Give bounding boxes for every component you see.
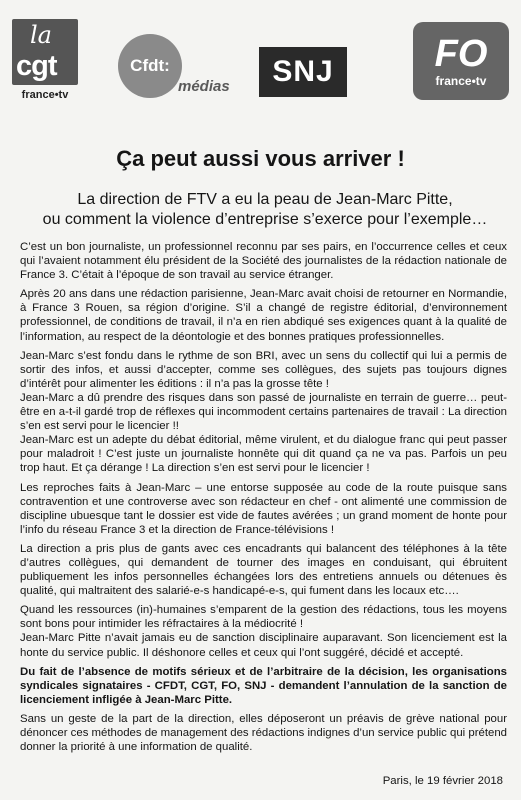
signature-date: Paris, le 19 février 2018 bbox=[382, 775, 503, 787]
paragraph-11: Sans un geste de la part de la direction, elles déposeront un préavis de grève national pour dénoncer ces méthodes de management des rédactions indignes d’un service public qui prétend donner la priorité à une information de qualité. bbox=[20, 712, 507, 754]
cgt-logo-mark bbox=[12, 19, 78, 85]
paragraph-4: Jean-Marc a dû prendre des risques dans son passé de journaliste en terrain de guerre… peut-être en a-t-il gardé trop de réflexes qui incommodent certains partenaires de travail : La direction s’en est servi pour le licencier !! bbox=[20, 391, 507, 433]
snj-logo-text: SNJ bbox=[272, 55, 334, 88]
subtitle bbox=[30, 190, 500, 230]
paragraph-3: Jean-Marc s’est fondu dans le rythme de son BRI, avec un sens du collectif qui lui a permis de sortir des infos, et aussi d’accepter, comme ses collègues, des sujets pas toujours dignes d’intérêt pour alimenter les éditions : il n’a pas la grosse tête ! bbox=[20, 349, 507, 390]
cfdt-logo-sub: médias bbox=[178, 78, 230, 95]
cgt-logo-text: cgt bbox=[16, 50, 57, 82]
fo-logo-text: FO bbox=[434, 33, 488, 75]
paragraph-5: Jean-Marc est un adepte du débat éditorial, même virulent, et du dialogue franc qui peut passer pour maladroit ! C’est juste un journaliste honnête qui dit quand ça ne va pas. Parfois un peu trop haut. Et ça dérange ! La direction s’en est servi pour le licencier ! bbox=[20, 434, 507, 475]
body-text bbox=[20, 240, 507, 759]
fo-logo bbox=[413, 22, 509, 100]
paragraph-7: La direction a pris plus de gants avec ces encadrants qui balancent des téléphones à la tête d’autres collègues, qui demandent de tourner des images en conduisant, qui ébruitent publiquement les infos personnelles échangées lors des entretiens annuels ou détenues ès qualité, qui maltraitent des salarié-e-s handicapé-e-s, qui fument dans les locaux etc…. bbox=[20, 542, 507, 598]
paragraph-demand: Du fait de l’absence de motifs sérieux et de l’arbitraire de la décision, les organisations syndicales signataires - CFDT, CGT, FO, SNJ - demandent l’annulation de la sanction de licenciement infligée à Jean-Marc Pitte. bbox=[20, 665, 507, 706]
snj-logo bbox=[259, 47, 347, 97]
union-logos bbox=[0, 0, 521, 112]
subtitle-line-1: La direction de FTV a eu la peau de Jean-Marc Pitte, bbox=[77, 191, 453, 208]
cgt-logo-la: la bbox=[30, 21, 52, 49]
cgt-logo-sub: france•tv bbox=[21, 89, 69, 101]
subtitle-line-2: ou comment la violence d’entreprise s’exerce pour l’exemple… bbox=[42, 211, 488, 228]
fo-logo-sub: france•tv bbox=[435, 74, 487, 88]
cfdt-logo bbox=[118, 34, 238, 104]
paragraph-9: Jean-Marc Pitte n’avait jamais eu de sanction disciplinaire auparavant. Son licenciement est la honte du service public. Il déshonore celles et ceux qui l’ont suggéré, décidé et accepté. bbox=[20, 632, 507, 659]
paragraph-2: Après 20 ans dans une rédaction parisienne, Jean-Marc avait choisi de retourner en Normandie, à France 3 Rouen, sa région d’origine. S’il a changé de registre éditorial, d’environnement professionnel, de conditions de travail, il n’a en rien abdiqué ses exigences quant à la qualité de l’information, au respect de la déontologie et des bonnes pratiques professionnelles. bbox=[20, 288, 507, 343]
paragraph-8: Quand les ressources (in)-humaines s’emparent de la gestion des rédactions, tous les moyens sont bons pour intimider les réfractaires à la médiocrité ! bbox=[20, 604, 507, 631]
paragraph-6: Les reproches faits à Jean-Marc – une entorse supposée au code de la route puisque sans contravention et une controverse avec son rédacteur en chef - ont alimenté une commission de discipline ubuesque tant le dossier est vide de fautes avérées ; un grand moment de honte pour l’info du réseau France 3 et la direction de France-télévisions ! bbox=[20, 481, 507, 536]
paragraph-1: C’est un bon journaliste, un professionnel reconnu par ses pairs, en l’occurrence celles et ceux qui l’avaient notamment élu président de la Société des journalistes de la rédaction nationale de France 3. C’était à l’époque de son travail au service étranger. bbox=[20, 241, 507, 282]
cfdt-logo-text: Cfdt: bbox=[130, 56, 170, 75]
cfdt-logo-mark bbox=[118, 34, 182, 98]
page-title: Ça peut aussi vous arriver ! bbox=[116, 146, 405, 171]
cgt-logo bbox=[10, 14, 80, 106]
